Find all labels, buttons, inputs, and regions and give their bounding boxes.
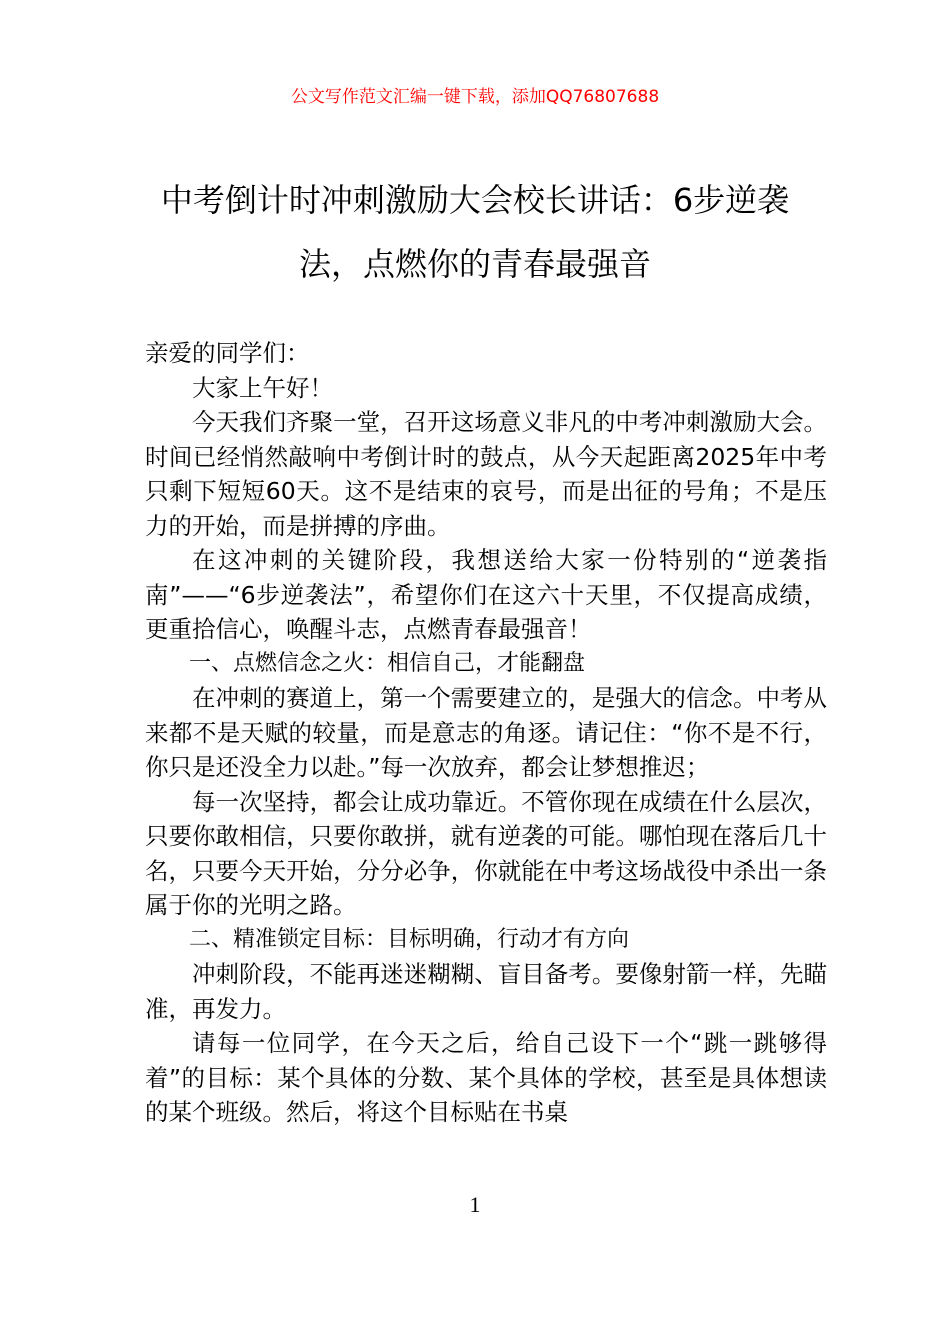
document-body <box>145 336 827 1130</box>
document-title: 中考倒计时冲刺激励大会校长讲话：6步逆袭法，点燃你的青春最强音 <box>160 181 790 283</box>
section-heading-2: 二、精准锁定目标：目标明确，行动才有方向 <box>189 926 630 952</box>
promo-header: 公文写作范文汇编一键下载，添加QQ76807688 <box>290 87 660 107</box>
paragraph-goal: 请每一位同学，在今天之后，给自己设下一个“跳一跳够得着”的目标：某个具体的分数、某个具体的学校，甚至是具体想读的某个班级。然后，将这个目标贴在书桌 <box>145 1029 827 1126</box>
paragraph-greeting: 大家上午好！ <box>192 373 333 402</box>
paragraph-aim: 冲刺阶段，不能再迷迷糊糊、盲目备考。要像射箭一样，先瞄准，再发力。 <box>145 960 827 1023</box>
paragraph-belief: 在冲刺的赛道上，第一个需要建立的，是强大的信念。中考从来都不是天赋的较量，而是意志的角逐。请记住：“你不是不行，你只是还没全力以赴。”每一次放弃，都会让梦想推迟； <box>145 684 827 781</box>
paragraph-persist: 每一次坚持，都会让成功靠近。不管你现在成绩在什么层次，只要你敢相信，只要你敢拼，就有逆袭的可能。哪怕现在落后几十名，只要今天开始，分分必争，你就能在中考这场战役中杀出一条属于你的光明之路。 <box>145 787 827 919</box>
salutation: 亲爱的同学们： <box>145 339 310 367</box>
section-heading-1: 一、点燃信念之火：相信自己，才能翻盘 <box>189 650 586 676</box>
page-number: 1 <box>469 1192 481 1217</box>
paragraph-guide: 在这冲刺的关键阶段，我想送给大家一份特别的“逆袭指南”——“6步逆袭法”，希望你们在这六十天里，不仅提高成绩，更重拾信心，唤醒斗志，点燃青春最强音！ <box>145 546 827 643</box>
paragraph-intro: 今天我们齐聚一堂，召开这场意义非凡的中考冲刺激励大会。时间已经悄然敲响中考倒计时的鼓点，从今天起距离2025年中考只剩下短短60天。这不是结束的哀号，而是出征的号角；不是压力的开始，而是拼搏的序曲。 <box>145 408 827 540</box>
